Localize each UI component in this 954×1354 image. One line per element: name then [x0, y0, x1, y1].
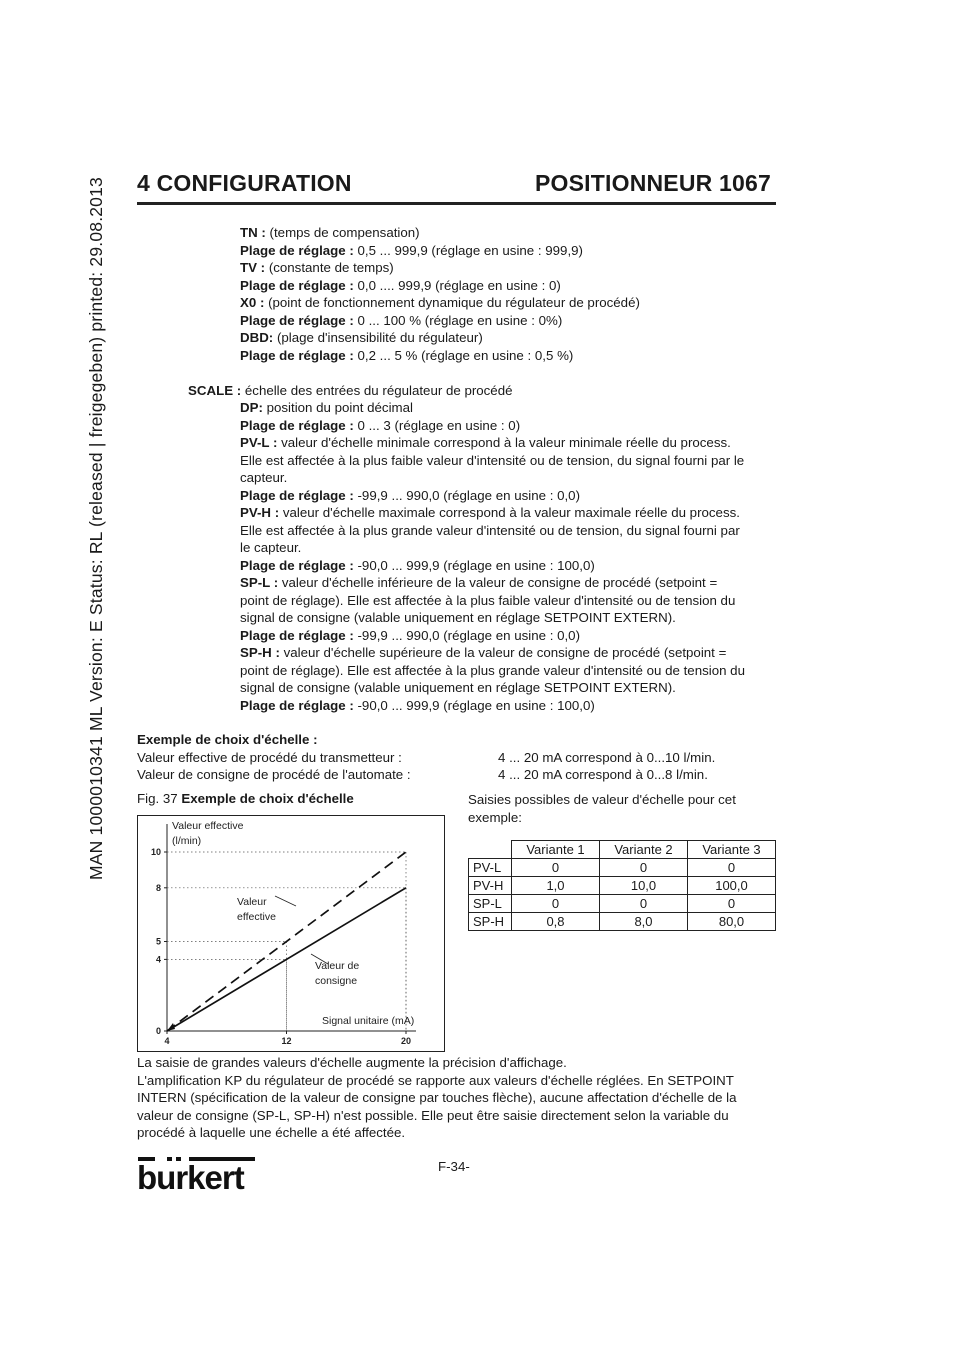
table-cell: 80,0 [688, 913, 776, 931]
table-header-row [469, 841, 776, 859]
param-line: point de réglage). Elle est affectée à la plus faible valeur d'intensité ou de tension du [240, 592, 736, 608]
param-line: Elle est affectée à la plus grande valeur d'intensité ou de tension, du signal fourni par [240, 522, 740, 538]
example-row1-right: 4 ... 20 mA correspond à 0...10 l/min. [498, 750, 716, 765]
param-line: Plage de réglage : -90,0 ... 999,9 (réglage en usine : 100,0) [240, 557, 595, 573]
x-axis-label: Signal unitaire (mA) [322, 1015, 415, 1027]
logo-svg [137, 1156, 257, 1192]
x-tick-label: 20 [400, 1036, 412, 1046]
table-cell: SP-H [469, 913, 512, 931]
product-title: POSITIONNEUR 1067 [535, 170, 772, 196]
annotation-label: Valeur [237, 896, 267, 908]
table-cell: PV-H [469, 877, 512, 895]
example-title: Exemple de choix d'échelle : [137, 732, 318, 747]
table-cell: 0 [600, 859, 688, 877]
param-line: DBD: (plage d'insensibilité du régulateur) [240, 330, 483, 345]
chart-svg [138, 816, 444, 1051]
table-cell: 0 [512, 895, 600, 913]
param-line: capteur. [240, 470, 288, 485]
chapter-title: 4 CONFIGURATION [137, 170, 352, 196]
param-line: Plage de réglage : 0,5 ... 999,9 (réglage en usine : 999,9) [240, 242, 583, 258]
param-line: SP-L : valeur d'échelle inférieure de la valeur de consigne de procédé (setpoint = [240, 575, 718, 590]
param-line: Plage de réglage : -99,9 ... 990,0 (réglage en usine : 0,0) [240, 487, 581, 503]
param-line: Elle est affectée à la plus faible valeur d'intensité ou de tension, du signal fourni par le [240, 452, 745, 468]
param-line: le capteur. [240, 540, 302, 555]
y-axis-label: Valeur effective [172, 820, 244, 832]
param-line: DP: position du point décimal [240, 400, 413, 415]
table-row [469, 877, 776, 895]
scale-heading: SCALE : échelle des entrées du régulateur de procédé [188, 383, 513, 398]
y-tick-label: 0 [155, 1026, 161, 1036]
table-header-cell: Variante 2 [600, 841, 688, 859]
table-row [469, 859, 776, 877]
table-cell: 0,8 [512, 913, 600, 931]
origin-arrow [167, 1023, 175, 1031]
param-line: SP-H : valeur d'échelle supérieure de la valeur de consigne de procédé (setpoint = [240, 645, 727, 660]
table-cell: PV-L [469, 859, 512, 877]
param-line: Plage de réglage : 0,0 .... 999,9 (réglage en usine : 0) [240, 277, 561, 293]
param-line: TN : (temps de compensation) [240, 225, 420, 240]
annotation-label: consigne [315, 975, 358, 987]
closing-line: INTERN (spécification de la valeur de consigne par touches flèche), aucune affectation d'échelle de la [137, 1090, 737, 1105]
x-tick-label: 12 [281, 1036, 292, 1046]
annotation-leader [275, 896, 296, 906]
closing-line: La saisie de grandes valeurs d'échelle augmente la précision d'affichage. [137, 1055, 567, 1070]
param-line: PV-L : valeur d'échelle minimale correspond à la valeur minimale réelle du process. [240, 435, 731, 450]
table-cell: 0 [688, 859, 776, 877]
burkert-logo [137, 1156, 257, 1192]
example-row2-left: Valeur de consigne de procédé de l'automate : [137, 767, 411, 782]
table-cell: SP-L [469, 895, 512, 913]
scale-variants-table [468, 840, 776, 931]
scale-example-chart [137, 815, 445, 1052]
table-cell: 8,0 [600, 913, 688, 931]
page-number: F-34- [438, 1159, 470, 1174]
annotation-label: Valeur de [315, 960, 360, 972]
table-header-cell: Variante 1 [512, 841, 600, 859]
param-line: Plage de réglage : -90,0 ... 999,9 (réglage en usine : 100,0) [240, 697, 595, 713]
param-line: PV-H : valeur d'échelle maximale correspond à la valeur maximale réelle du process. [240, 505, 740, 520]
param-line: Plage de réglage : 0 ... 100 % (réglage en usine : 0%) [240, 312, 563, 328]
table-cell: 100,0 [688, 877, 776, 895]
closing-line: valeur de consigne (SP-L, SP-H) n'est possible. Elle peut être saisie directement selon la variable du [137, 1107, 729, 1123]
example-row1-left: Valeur effective de procédé du transmetteur : [137, 750, 402, 765]
param-line: Plage de réglage : -99,9 ... 990,0 (réglage en usine : 0,0) [240, 627, 581, 643]
annotation-label: effective [237, 911, 276, 923]
param-line: signal de consigne (valable uniquement en réglage SETPOINT EXTERN). [240, 680, 676, 695]
table-header-cell: Variante 3 [688, 841, 776, 859]
closing-line: procédé à laquelle une échelle a été affectée. [137, 1125, 406, 1140]
param-line: Plage de réglage : 0 ... 3 (réglage en usine : 0) [240, 417, 521, 433]
closing-paragraph [137, 1054, 737, 1142]
table-cell: 10,0 [600, 877, 688, 895]
document-metadata: MAN 1000010341 ML Version: E Status: RL (released | freigegeben) printed: 29.08.2013 [86, 177, 106, 880]
table-row [469, 913, 776, 931]
param-line: TV : (constante de temps) [240, 260, 394, 275]
param-line: Plage de réglage : 0,2 ... 5 % (réglage en usine : 0,5 %) [240, 347, 574, 363]
table-cell: 0 [600, 895, 688, 913]
example-row2-right: 4 ... 20 mA correspond à 0...8 l/min. [498, 767, 708, 782]
y-tick-label: 10 [150, 847, 161, 857]
header-rule [137, 202, 776, 205]
param-line: signal de consigne (valable uniquement en réglage SETPOINT EXTERN). [240, 610, 676, 625]
param-line: point de réglage). Elle est affectée à la plus grande valeur d'intensité ou de tension du [240, 662, 745, 678]
table-cell: 0 [688, 895, 776, 913]
x-tick-label: 4 [164, 1036, 170, 1046]
table-intro: Saisies possibles de valeur d'échelle pour cet exemple: [468, 792, 736, 825]
table-cell: 1,0 [512, 877, 600, 895]
param-line: X0 : (point de fonctionnement dynamique du régulateur de procédé) [240, 295, 640, 310]
figure-caption: Fig. 37 Exemple de choix d'échelle [137, 791, 354, 806]
table-header-cell [469, 841, 512, 859]
scale-params [240, 399, 780, 714]
table-cell: 0 [512, 859, 600, 877]
y-tick-label: 4 [155, 954, 161, 965]
controller-params [240, 224, 640, 364]
table-row [469, 895, 776, 913]
y-axis-label-unit: (l/min) [172, 835, 202, 847]
y-tick-label: 5 [155, 936, 161, 947]
closing-line: L'amplification KP du régulateur de procédé se rapporte aux valeurs d'échelle réglées. En SETPOINT [137, 1072, 734, 1088]
logo-wordmark: burkert [137, 1159, 244, 1192]
y-tick-label: 8 [155, 882, 161, 893]
